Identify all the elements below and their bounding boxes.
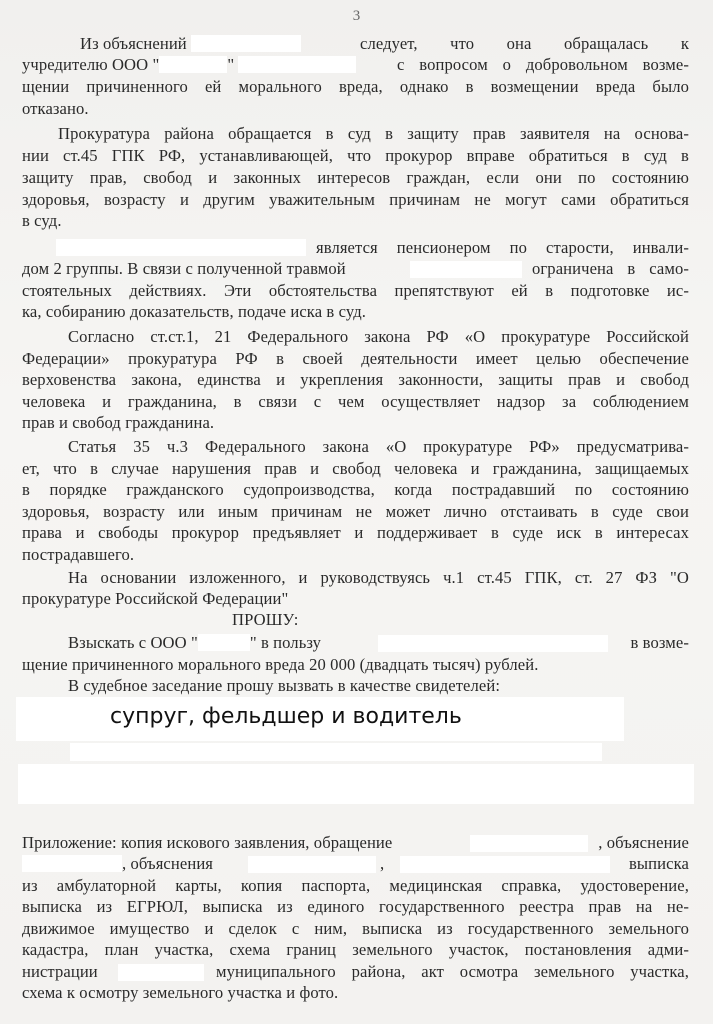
redaction (410, 261, 522, 278)
appendix-text-f: нистрации (22, 962, 98, 981)
paragraph-2-line-5: в суд. (22, 211, 62, 230)
redaction (198, 634, 250, 651)
redaction (400, 856, 610, 873)
p1-text-d: с вопросом о добровольном возме- (397, 55, 689, 74)
paragraph-1-line-1 (80, 34, 689, 54)
appendix-line-8: схема к осмотру земельного участка и фото. (22, 983, 339, 1002)
appendix-line-2 (22, 854, 689, 874)
witness-intro: В судебное заседание прошу вызвать в качестве свидетелей: (68, 676, 501, 695)
paragraph-5-line-1: Статья 35 ч.3 Федерального закона «О прокуратуре РФ» предусматрива- (68, 437, 689, 456)
appendix-text-a: Приложение: копия искового заявления, обращение (22, 833, 393, 852)
demand-text-a: Взыскать с ООО " (68, 633, 198, 652)
redaction (159, 56, 227, 73)
page-number: 3 (352, 8, 361, 24)
paragraph-6-line-2: прокуратуре Российской Федерации" (22, 589, 289, 608)
witness-note: супруг, фельдшер и водитель (110, 704, 462, 729)
paragraph-4-line-1: Согласно ст.ст.1, 21 Федерального закона РФ «О прокуратуре Российской (68, 327, 689, 346)
p1-quote: " (227, 55, 235, 74)
paragraph-1-line-4: отказано. (22, 99, 89, 118)
paragraph-4-line-4: человека и гражданина, в связи с чем осуществляет надзор за соблюдением (22, 392, 689, 411)
paragraph-4-line-3: верховенства закона, единства и укрепления законности, защиты прав и свобод (22, 370, 689, 389)
p1-text-c: учредителю ООО " (22, 55, 160, 74)
paragraph-3-line-1 (22, 238, 689, 258)
redaction (191, 35, 301, 52)
appendix-text-c: , объяснения (122, 854, 214, 873)
appendix-line-7 (22, 962, 689, 982)
appendix-line-1 (22, 833, 689, 853)
paragraph-6-line-1: На основании изложенного, и руководствуясь ч.1 ст.45 ГПК, ст. 27 ФЗ "О (68, 568, 689, 587)
appendix-text-b: , объяснение (598, 833, 689, 852)
redaction (378, 635, 608, 652)
appendix-line-3: из амбулаторной карты, копия паспорта, медицинская справка, удостоверение, (22, 876, 689, 895)
redaction (56, 239, 306, 256)
redaction (470, 835, 588, 852)
demand-line-1 (68, 633, 689, 653)
appendix-line-5: движимое имущество и сделок с ним, выписка из государственного земельного (22, 919, 689, 938)
p1-text-b: следует, что она обращалась к (360, 34, 689, 53)
paragraph-3-line-2 (22, 259, 689, 279)
paragraph-2-line-1: Прокуратура района обращается в суд в защиту прав заявителя на основа- (58, 124, 689, 143)
redaction (118, 964, 204, 981)
paragraph-5-line-4: здоровья, возрасту или иным причинам не может лично отстаивать в суде свои (22, 502, 689, 521)
redaction (238, 56, 356, 73)
paragraph-5-line-6: пострадавшего. (22, 545, 135, 564)
demand-text-b: " в пользу (249, 633, 322, 652)
paragraph-4-line-5: прав и свобод гражданина. (22, 413, 215, 432)
paragraph-3-line-3: стоятельных действиях. Эти обстоятельства препятствуют ей в подготовке ис- (22, 281, 689, 300)
appendix-text-d: , (380, 854, 385, 873)
paragraph-2-line-3: защиту прав, свобод и законных интересов граждан, если они по состоянию (22, 168, 689, 187)
redaction-box (18, 764, 694, 804)
p3-text-c: ограничена в само- (532, 259, 689, 278)
p3-text-a: является пенсионером по старости, инвали- (316, 238, 689, 257)
redaction (22, 855, 122, 872)
appendix-text-g: муниципального района, акт осмотра земельного участка, (216, 962, 689, 981)
paragraph-2-line-4: здоровья, возрасту и другим уважительным причинам не могут сами обратиться (22, 190, 689, 209)
paragraph-3-line-4: ка, собиранию доказательств, подаче иска в суд. (22, 302, 366, 321)
paragraph-5-line-3: в порядке гражданского судопроизводства, когда пострадавший по состоянию (22, 480, 689, 499)
paragraph-1-line-2 (22, 55, 689, 75)
p3-text-b: дом 2 группы. В связи с полученной травмой (22, 259, 346, 278)
redaction (248, 856, 376, 873)
paragraph-2-line-2: нии ст.45 ГПК РФ, устанавливающей, что прокурор вправе обратиться в суд в (22, 146, 689, 165)
paragraph-4-line-2: Федерации» прокуратура РФ в своей деятельности имеет целью обеспечение (22, 349, 689, 368)
appendix-line-6: кадастра, план участка, схема границ земельного участок, постановления адми- (22, 940, 689, 959)
request-heading: ПРОШУ: (232, 610, 299, 629)
appendix-text-e: выписка (629, 854, 689, 873)
paragraph-5-line-5: права и свободы прокурор предъявляет и поддерживает в суде иск в интересах (22, 523, 689, 542)
demand-line-2: щение причиненного морального вреда 20 000 (двадцать тысяч) рублей. (22, 655, 539, 674)
redaction-box (70, 743, 602, 761)
demand-text-c: в возме- (630, 633, 689, 652)
p1-text-a: Из объяснений (80, 34, 187, 53)
appendix-line-4: выписка из ЕГРЮЛ, выписка из единого государственного реестра прав на не- (22, 897, 689, 916)
paragraph-5-line-2: ет, что в случае нарушения прав и свобод человека и гражданина, защищаемых (22, 459, 689, 478)
paragraph-1-line-3: щении причиненного ей морального вреда, однако в возмещении вреда было (22, 77, 689, 96)
